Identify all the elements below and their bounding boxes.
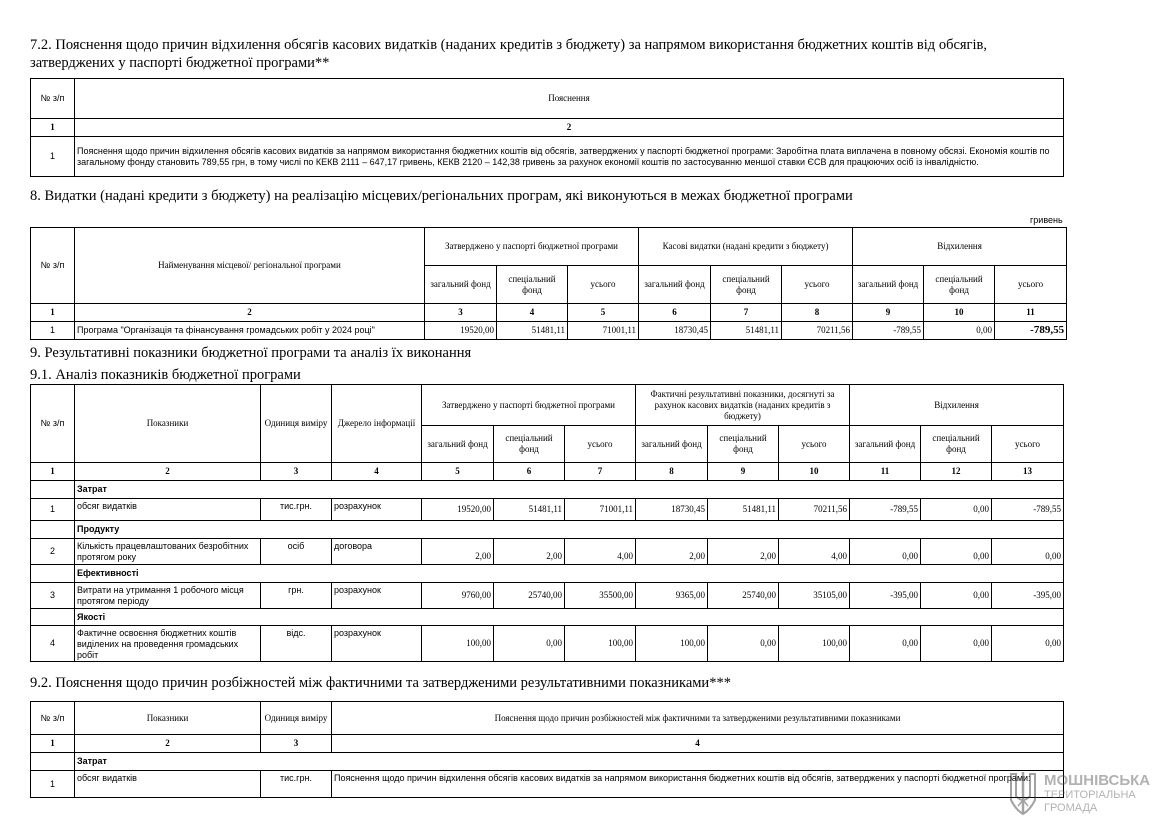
- value-cell-total-deviation: -789,55: [995, 322, 1067, 340]
- col-deviation-header: Відхилення: [850, 385, 1064, 426]
- col-index: 2: [75, 735, 261, 753]
- col-index: 12: [921, 463, 992, 481]
- col-index: 4: [332, 463, 422, 481]
- indicator-unit: грн.: [261, 583, 332, 609]
- group-title: Ефективності: [75, 565, 1064, 583]
- value-cell: 51481,11: [497, 322, 568, 340]
- col-index: 5: [422, 463, 494, 481]
- group-title: Продукту: [75, 521, 1064, 539]
- explanation-text: Пояснення щодо причин відхилення обсягів касових видатків за напрямом використання бюджетних коштів від обсягів, затверджених у паспорті бюджетної програми:: [332, 771, 1064, 798]
- indicator-source: розрахунок: [332, 583, 422, 609]
- value-cell: 35105,00: [779, 583, 850, 609]
- col-index: 6: [494, 463, 565, 481]
- col-indicators-header: Показники: [75, 702, 261, 735]
- value-cell: 0,00: [921, 626, 992, 662]
- col-explanation-header: Пояснення щодо причин розбіжностей між фактичними та затвердженими результативними показниками: [332, 702, 1064, 735]
- empty-cell: [31, 481, 75, 499]
- table-row: [31, 771, 1064, 798]
- col-index: 9: [708, 463, 779, 481]
- watermark-line-1: МОШНІВСЬКА: [1044, 772, 1151, 789]
- community-watermark: [1008, 770, 1158, 820]
- empty-cell: [31, 609, 75, 626]
- row-number: 2: [31, 539, 75, 565]
- row-number: 4: [31, 626, 75, 662]
- col-cash-header: Касові видатки (надані кредити з бюджету): [639, 228, 853, 266]
- row-number: 1: [31, 322, 75, 340]
- col-program-name-header: Найменування місцевої/ регіональної програми: [75, 228, 425, 304]
- value-cell: 0,00: [921, 539, 992, 565]
- indicator-name: обсяг видатків: [75, 771, 261, 798]
- col-approved-header: Затверджено у паспорті бюджетної програми: [425, 228, 639, 266]
- value-cell: 35500,00: [565, 583, 636, 609]
- col-unit-header: Одиниця виміру: [261, 385, 332, 463]
- col-index: 2: [75, 304, 425, 322]
- col-index: 1: [31, 304, 75, 322]
- col-unit-header: Одиниця виміру: [261, 702, 332, 735]
- col-source-header: Джерело інформації: [332, 385, 422, 463]
- section-9-2-heading: 9.2. Пояснення щодо причин розбіжностей між фактичними та затвердженими результативними показниками***: [30, 675, 731, 691]
- col-special-fund: спеціальний фонд: [494, 426, 565, 463]
- value-cell: 9760,00: [422, 583, 494, 609]
- col-index: 11: [995, 304, 1067, 322]
- col-special-fund: спеціальний фонд: [921, 426, 992, 463]
- col-index: 8: [636, 463, 708, 481]
- empty-cell: [31, 565, 75, 583]
- value-cell: 2,00: [636, 539, 708, 565]
- col-index: 7: [711, 304, 782, 322]
- col-index: 5: [568, 304, 639, 322]
- value-cell: 100,00: [422, 626, 494, 662]
- value-cell: -789,55: [853, 322, 924, 340]
- indicator-unit: відс.: [261, 626, 332, 662]
- value-cell: 0,00: [992, 539, 1064, 565]
- col-index: 6: [639, 304, 711, 322]
- col-total: усього: [782, 266, 853, 304]
- col-total: усього: [565, 426, 636, 463]
- indicator-source: розрахунок: [332, 499, 422, 521]
- table-9-1: [30, 384, 1064, 662]
- value-cell: 70211,56: [779, 499, 850, 521]
- value-cell: 4,00: [779, 539, 850, 565]
- section-9-heading: 9. Результативні показники бюджетної програми та аналіз їх виконання: [30, 345, 472, 361]
- col-index: 1: [31, 463, 75, 481]
- value-cell: 2,00: [422, 539, 494, 565]
- value-cell: -789,55: [992, 499, 1064, 521]
- col-index: 7: [565, 463, 636, 481]
- col-general-fund: загальний фонд: [422, 426, 494, 463]
- col-general-fund: загальний фонд: [639, 266, 711, 304]
- col-index: 13: [992, 463, 1064, 481]
- value-cell: 0,00: [708, 626, 779, 662]
- col-indicators-header: Показники: [75, 385, 261, 463]
- value-cell: 0,00: [850, 539, 921, 565]
- col-total: усього: [568, 266, 639, 304]
- program-name: Програма "Організація та фінансування громадських робіт у 2024 році": [75, 322, 425, 340]
- col-num-header: № з/п: [31, 228, 75, 304]
- trident-icon: [1008, 770, 1038, 818]
- value-cell: 19520,00: [425, 322, 497, 340]
- empty-cell: [31, 521, 75, 539]
- row-number: 3: [31, 583, 75, 609]
- value-cell: 100,00: [565, 626, 636, 662]
- value-cell: -395,00: [992, 583, 1064, 609]
- col-index: 10: [924, 304, 995, 322]
- indicator-source: розрахунок: [332, 626, 422, 662]
- col-deviation-header: Відхилення: [853, 228, 1067, 266]
- value-cell: -789,55: [850, 499, 921, 521]
- indicator-name: Витрати на утримання 1 робочого місця протягом періоду: [75, 583, 261, 609]
- value-cell: 71001,11: [568, 322, 639, 340]
- col-index: 1: [31, 735, 75, 753]
- value-cell: 51481,11: [708, 499, 779, 521]
- col-num-header: № з/п: [31, 385, 75, 463]
- value-cell: 18730,45: [639, 322, 711, 340]
- col-num-header: № з/п: [31, 79, 75, 119]
- table-row: [31, 583, 1064, 609]
- col-index: 10: [779, 463, 850, 481]
- row-number: 1: [31, 137, 75, 177]
- value-cell: 51481,11: [494, 499, 565, 521]
- table-row: [31, 539, 1064, 565]
- col-index: 1: [31, 119, 75, 137]
- col-total: усього: [992, 426, 1064, 463]
- col-special-fund: спеціальний фонд: [924, 266, 995, 304]
- col-index: 9: [853, 304, 924, 322]
- col-general-fund: загальний фонд: [636, 426, 708, 463]
- col-index: 8: [782, 304, 853, 322]
- value-cell: 51481,11: [711, 322, 782, 340]
- indicator-unit: тис.грн.: [261, 499, 332, 521]
- col-index: 4: [497, 304, 568, 322]
- col-index: 2: [75, 463, 261, 481]
- col-index: 3: [261, 463, 332, 481]
- value-cell: 9365,00: [636, 583, 708, 609]
- watermark-line-3: ГРОМАДА: [1044, 802, 1098, 814]
- indicator-name: Кількість працевлаштованих безробітних протягом року: [75, 539, 261, 565]
- currency-unit: гривень: [1030, 215, 1063, 225]
- table-row: [31, 322, 1067, 340]
- col-special-fund: спеціальний фонд: [708, 426, 779, 463]
- col-index: 2: [75, 119, 1064, 137]
- value-cell: 100,00: [636, 626, 708, 662]
- value-cell: 0,00: [494, 626, 565, 662]
- col-num-header: № з/п: [31, 702, 75, 735]
- col-general-fund: загальний фонд: [850, 426, 921, 463]
- col-index: 4: [332, 735, 1064, 753]
- value-cell: 25740,00: [708, 583, 779, 609]
- value-cell: 71001,11: [565, 499, 636, 521]
- col-general-fund: загальний фонд: [425, 266, 497, 304]
- watermark-line-2: ТЕРИТОРІАЛЬНА: [1044, 789, 1136, 801]
- value-cell: 18730,45: [636, 499, 708, 521]
- empty-cell: [31, 753, 75, 771]
- value-cell: 0,00: [992, 626, 1064, 662]
- col-explanation-header: Пояснення: [75, 79, 1064, 119]
- value-cell: 70211,56: [782, 322, 853, 340]
- col-approved-header: Затверджено у паспорті бюджетної програми: [422, 385, 636, 426]
- indicator-unit: осіб: [261, 539, 332, 565]
- group-title: Якості: [75, 609, 1064, 626]
- col-index: 11: [850, 463, 921, 481]
- explanation-text: Пояснення щодо причин відхилення обсягів касових видатків за напрямом використання бюджетних коштів від обсягів, затверджених у паспорті бюджетної програми: Заробітна плата виплачена в повному обсязі. Економія коштів по загальному фонду становить 789,55 грн, в тому числі по КЕКВ 2111 – 647,17 гривень, КЕКВ 2120 – 142,38 гривень за рахунок економії коштів по застосуванню меншої ставки ЄСВ для працюючих осіб із інвалідністю.: [75, 137, 1064, 177]
- value-cell: 25740,00: [494, 583, 565, 609]
- table-9-2: [30, 701, 1064, 798]
- value-cell: 0,00: [921, 499, 992, 521]
- col-index: 3: [425, 304, 497, 322]
- col-special-fund: спеціальний фонд: [497, 266, 568, 304]
- col-actual-header: Фактичні результативні показники, досягнуті за рахунок касових видатків (наданих кредитів з бюджету): [636, 385, 850, 426]
- indicator-name: обсяг видатків: [75, 499, 261, 521]
- table-7-2: [30, 78, 1064, 177]
- table-8: [30, 227, 1067, 340]
- value-cell: 2,00: [494, 539, 565, 565]
- group-title: Затрат: [75, 481, 1064, 499]
- value-cell: 0,00: [850, 626, 921, 662]
- value-cell: 4,00: [565, 539, 636, 565]
- value-cell: 2,00: [708, 539, 779, 565]
- col-total: усього: [779, 426, 850, 463]
- section-8-heading: 8. Видатки (надані кредити з бюджету) на реалізацію місцевих/регіональних програм, які виконуються в межах бюджетної програми: [30, 188, 853, 204]
- indicator-name: Фактичне освоєння бюджетних коштів виділених на проведення громадських робіт: [75, 626, 261, 662]
- col-index: 3: [261, 735, 332, 753]
- table-row: [31, 499, 1064, 521]
- row-number: 1: [31, 499, 75, 521]
- value-cell: -395,00: [850, 583, 921, 609]
- section-9-1-heading: 9.1. Аналіз показників бюджетної програми: [30, 367, 301, 383]
- col-general-fund: загальний фонд: [853, 266, 924, 304]
- table-row: [31, 626, 1064, 662]
- group-title: Затрат: [75, 753, 1064, 771]
- indicator-unit: тис.грн.: [261, 771, 332, 798]
- value-cell: 0,00: [921, 583, 992, 609]
- section-7-2-heading: 7.2. Пояснення щодо причин відхилення обсягів касових видатків (наданих кредитів з бюджету) за напрямом використання бюджетних коштів від обсягів, затверджених у паспорті бюджетної програми**: [30, 37, 987, 71]
- value-cell: 100,00: [779, 626, 850, 662]
- value-cell: 19520,00: [422, 499, 494, 521]
- value-cell: 0,00: [924, 322, 995, 340]
- indicator-source: договора: [332, 539, 422, 565]
- row-number: 1: [31, 771, 75, 798]
- col-special-fund: спеціальний фонд: [711, 266, 782, 304]
- col-total: усього: [995, 266, 1067, 304]
